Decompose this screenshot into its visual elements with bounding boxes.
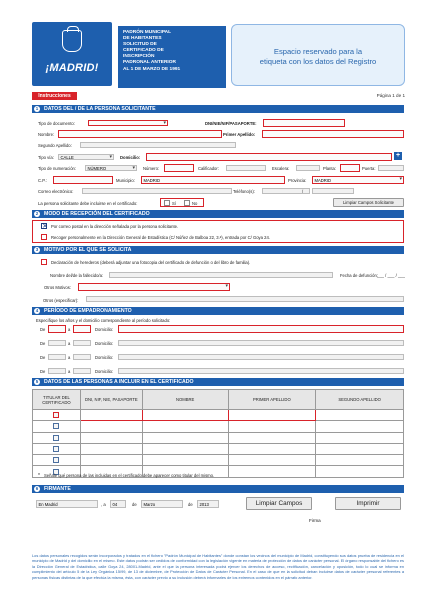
municipio-input[interactable]	[141, 176, 285, 184]
section-title: PERÍODO DE EMPADRONAMIENTO	[44, 308, 132, 314]
periodo-3-hasta[interactable]	[73, 354, 91, 360]
col-titular: TITULAR DEL CERTIFICADO	[33, 390, 81, 410]
periodo-1-hasta[interactable]	[73, 325, 91, 333]
tipo-numeracion-value: NÚMERO	[87, 166, 107, 172]
municipio-value: MADRID	[143, 178, 161, 183]
page-indicator: Página 1 de 1	[376, 93, 405, 98]
periodo-intro: Especifique los años y el domicilio correspondiente al período solicitado:	[36, 318, 171, 323]
municipio-label: Municipio:	[116, 178, 135, 183]
tipo-via-value: CALLE	[60, 155, 74, 161]
form-title	[118, 26, 226, 88]
titular-cell	[33, 455, 81, 466]
a-label: , a	[101, 502, 106, 507]
cp-label: C.P.:	[38, 178, 47, 183]
section-title: FIRMANTE	[44, 486, 71, 492]
numero-input[interactable]	[164, 164, 194, 172]
correo-postal-label: Por correo postal en la dirección señalada por la persona solicitante.	[51, 224, 179, 229]
section-number: 2	[35, 211, 39, 216]
title-line: CERTIFICADO DE	[123, 48, 164, 54]
instrucciones-button[interactable]: Instrucciones	[32, 92, 77, 100]
table-row	[33, 421, 404, 432]
limpiar-campos-button[interactable]: Limpiar Campos	[246, 497, 312, 510]
col-nombre: NOMBRE	[142, 390, 228, 410]
col-primer-apellido: PRIMER APELLIDO	[228, 390, 316, 410]
col-dni: DNI, NIF, NIE, PASAPORTE	[80, 390, 142, 410]
periodo-4-hasta[interactable]	[73, 368, 91, 374]
tipo-numeracion-select[interactable]	[85, 165, 137, 171]
registro-label-area	[231, 24, 405, 86]
domicilio-label: Domicilio:	[95, 341, 114, 346]
domicilio-input[interactable]	[146, 153, 392, 161]
title-line: PADRÓN MUNICIPAL	[123, 30, 172, 35]
mes-input[interactable]	[141, 500, 183, 508]
segundo-apellido-label: Segundo Apellido:	[38, 143, 72, 148]
dia-value: 04	[112, 502, 118, 507]
periodo-3-desde[interactable]	[48, 354, 66, 360]
escalera-input[interactable]	[296, 165, 320, 171]
si-label: Sí	[172, 200, 176, 206]
titular-cell	[33, 432, 81, 443]
provincia-label: Provincia:	[288, 178, 307, 183]
tipo-numeracion-label: Tipo de numeración:	[38, 166, 77, 171]
titular-note: Señale qué persona de las incluidas en el certificado debe aparecer como titular del mismo.	[44, 473, 215, 478]
periodo-2-hasta[interactable]	[73, 340, 91, 346]
privacy-notice: Los datos personales recogidos serán incorporados y tratados en el fichero "Padrón Municipal de Habitantes" donde constan los vecinos del municipio de Madrid, constituyendo sus datos prueba de residencia en el municipio de Madrid y del domicilio en el mismo. Este datos podrán ser cedidos de conformidad con la legislación vigente en materia de protección de datos de carácter personal. El órgano responsable del fichero es la Dirección General de Estadística, calle Goya 24, 28001-Madrid, ante el que la persona interesada podrá ejercer los derechos de acceso, rectificación, cancelación y oposición, todo lo cual se informa en cumplimiento del artículo 5 de la Ley Orgánica 15/99, de 13 de diciembre, de Protección de Datos de Carácter Personal. En el caso de que en la solicitud deban incluirse datos de carácter personal referentes a personas físicas distintas de la que efectúa la misma, ésta, con carácter previo a su inclusión deberá informarles de los extremos contenidos en el párrafo anterior.	[32, 553, 404, 580]
telefono-2-input[interactable]	[312, 188, 354, 194]
domicilio-label: Domicilio:	[95, 327, 114, 332]
puerta-input[interactable]	[378, 165, 404, 171]
title-line: INSCRIPCIÓN	[123, 54, 155, 60]
a-label: a	[68, 355, 71, 360]
tipo-via-label: Tipo vía:	[38, 155, 54, 160]
section-5-header	[32, 378, 404, 386]
madrid-logo	[32, 22, 112, 86]
segundo-apellido-cell[interactable]	[316, 455, 404, 466]
titular-cell	[33, 443, 81, 454]
no-label: No	[192, 200, 198, 206]
otros-motivos-label: Otros Motivos:	[44, 285, 71, 290]
section-number: 1	[35, 106, 39, 111]
primer-apellido-label: Primer Apellido:	[223, 132, 256, 137]
section-title: DATOS DE LAS PERSONAS A INCLUIR EN EL CERTIFICADO	[44, 379, 194, 385]
section-title: DATOS DEL / DE LA PERSONA SOLICITANTE	[44, 106, 156, 112]
nombre-cell[interactable]	[142, 443, 228, 454]
telefono-separator: /	[302, 189, 304, 194]
segundo-apellido-cell[interactable]	[316, 443, 404, 454]
primer-apellido-cell[interactable]	[228, 443, 316, 454]
primer-apellido-cell[interactable]	[228, 410, 316, 421]
declaracion-checkbox[interactable]	[41, 259, 47, 265]
title-line: DE HABITANTES	[123, 36, 162, 42]
periodo-4-desde[interactable]	[48, 368, 66, 374]
lugar-value: En Madrid	[38, 502, 58, 507]
anio-value: 2013	[199, 502, 209, 507]
de-label: de	[188, 502, 193, 507]
segundo-apellido-cell[interactable]	[316, 432, 404, 443]
nombre-cell[interactable]	[142, 410, 228, 421]
primer-apellido-input[interactable]	[262, 130, 404, 138]
incluida-no-checkbox[interactable]	[184, 200, 190, 206]
section-2-header	[32, 210, 404, 218]
dia-input[interactable]	[110, 500, 126, 508]
primer-apellido-cell[interactable]	[228, 421, 316, 432]
a-label: a	[68, 341, 71, 346]
incluida-label: La persona solicitante debe incluirse en el certificado:	[38, 201, 138, 206]
dni-label: DNI/NIE/NIF/PASAPORTE:	[205, 121, 257, 126]
domicilio-label: Domicilio:	[95, 369, 114, 374]
dni-cell[interactable]	[80, 432, 142, 443]
a-label: a	[68, 327, 71, 332]
escalera-label: Escalera:	[272, 166, 290, 171]
table-row	[33, 432, 404, 443]
periodo-2-domicilio[interactable]	[118, 340, 404, 346]
col-segundo-apellido: SEGUNDO APELLIDO	[316, 390, 404, 410]
provincia-value: MADRID	[314, 178, 332, 183]
mes-value: Marzo	[143, 502, 156, 507]
fallecido-label: Nombre del/de la fallecido/a:	[50, 273, 104, 278]
fallecido-input[interactable]	[109, 272, 333, 278]
numero-label: Número:	[143, 166, 160, 171]
correo-label: Correo electrónico:	[38, 189, 74, 194]
periodo-1-desde[interactable]	[48, 325, 66, 333]
section-6-header	[32, 485, 404, 493]
planta-input[interactable]	[340, 164, 360, 172]
puerta-label: Puerta:	[362, 166, 376, 171]
periodo-3-domicilio[interactable]	[118, 354, 404, 360]
nombre-label: Nombre:	[38, 132, 55, 137]
primer-apellido-cell[interactable]	[228, 455, 316, 466]
logo-text: ¡MADRID!	[45, 62, 99, 74]
title-line: AL 1 DE MARZO DE 1991	[123, 66, 181, 72]
de-label: De	[40, 355, 46, 360]
declaracion-label: Declaración de herederos (deberá adjuntar una fotocopia del certificado de defunción o del libro de familia).	[51, 260, 251, 265]
calificador-label: Calificador:	[198, 166, 219, 171]
tipo-via-select[interactable]	[58, 154, 114, 160]
section-number: 3	[35, 247, 39, 252]
limpiar-solicitante-button[interactable]: Limpiar Campos Solicitante	[333, 198, 404, 207]
recoger-checkbox[interactable]	[41, 234, 47, 240]
otros-especificar-input[interactable]	[86, 296, 404, 302]
section-number: 4	[35, 308, 39, 313]
imprimir-button[interactable]: Imprimir	[335, 497, 401, 510]
de-label: De	[40, 369, 46, 374]
domicilio-label: Domicilio:	[120, 155, 141, 160]
table-row	[33, 443, 404, 454]
tipo-documento-select[interactable]	[88, 120, 168, 126]
titular-checkbox[interactable]	[53, 435, 59, 441]
personas-table	[32, 389, 404, 478]
a-label: a	[68, 369, 71, 374]
titular-checkbox[interactable]	[53, 423, 59, 429]
incluida-si-checkbox[interactable]	[164, 200, 170, 206]
otros-motivos-select[interactable]	[78, 283, 230, 291]
nombre-cell[interactable]	[142, 455, 228, 466]
title-line: SOLICITUD DE	[123, 42, 157, 48]
nombre-cell[interactable]	[142, 432, 228, 443]
title-line: PADRONAL ANTERIOR	[123, 60, 176, 66]
asterisk: *	[38, 473, 40, 479]
recoger-label: Recoger personalmente en la Dirección General de Estadística (C/ Núñez de Balboa 22, 3.ª), entrada por C/ Goya 24.	[51, 235, 270, 240]
table-row	[33, 410, 404, 421]
titular-cell	[33, 421, 81, 432]
dni-input[interactable]	[263, 119, 345, 127]
telefono-label: Teléfono(s):	[233, 189, 255, 194]
lugar-input[interactable]	[36, 500, 98, 508]
provincia-select[interactable]	[312, 176, 404, 184]
registro-text: etiqueta con los datos del Registro	[259, 56, 377, 66]
firma-label: Firma	[309, 518, 321, 523]
correo-postal-checkbox[interactable]	[41, 223, 47, 229]
section-number: 6	[35, 486, 39, 491]
dni-cell[interactable]	[80, 455, 142, 466]
section-3-header	[32, 246, 404, 254]
dni-cell[interactable]	[80, 443, 142, 454]
titular-checkbox[interactable]	[53, 412, 59, 418]
add-address-button[interactable]: +	[395, 152, 401, 159]
fecha-defuncion-label: Fecha de defunción:	[340, 273, 378, 278]
segundo-apellido-cell[interactable]	[316, 410, 404, 421]
fecha-defuncion-placeholder[interactable]: ___ / ___ / ___	[377, 273, 405, 278]
dni-cell[interactable]	[80, 421, 142, 432]
segundo-apellido-input[interactable]	[80, 142, 236, 148]
anio-input[interactable]	[197, 500, 219, 508]
domicilio-label: Domicilio:	[95, 355, 114, 360]
calificador-input[interactable]	[226, 165, 266, 171]
cp-input[interactable]	[53, 176, 113, 184]
section-title: MOTIVO POR EL QUE SE SOLICITA	[44, 247, 132, 253]
madrid-crest-icon	[62, 30, 82, 52]
segundo-apellido-cell[interactable]	[316, 466, 404, 477]
otros-especificar-label: Otros (especificar):	[43, 298, 79, 303]
de-label: de	[132, 502, 137, 507]
table-row	[33, 455, 404, 466]
periodo-2-desde[interactable]	[48, 340, 66, 346]
nombre-cell[interactable]	[142, 421, 228, 432]
section-4-header	[32, 307, 404, 315]
primer-apellido-cell[interactable]	[228, 432, 316, 443]
registro-text: Espacio reservado para la	[273, 47, 363, 56]
titular-checkbox[interactable]	[53, 446, 59, 452]
segundo-apellido-cell[interactable]	[316, 421, 404, 432]
correo-input[interactable]	[82, 188, 232, 194]
periodo-4-domicilio[interactable]	[118, 368, 404, 374]
titular-cell	[33, 410, 81, 421]
de-label: De	[40, 327, 46, 332]
planta-label: Planta:	[323, 166, 337, 171]
de-label: De	[40, 341, 46, 346]
titular-checkbox[interactable]	[53, 457, 59, 463]
section-title: MODO DE RECEPCIÓN DEL CERTIFICADO	[44, 211, 150, 217]
dni-cell[interactable]	[80, 410, 142, 421]
periodo-1-domicilio[interactable]	[118, 325, 404, 333]
primer-apellido-cell[interactable]	[228, 466, 316, 477]
section-number: 5	[35, 379, 39, 384]
tipo-documento-label: Tipo de documento:	[38, 121, 75, 126]
table-header-row	[33, 390, 404, 410]
nombre-input[interactable]	[58, 130, 222, 138]
section-1-header	[32, 105, 404, 113]
